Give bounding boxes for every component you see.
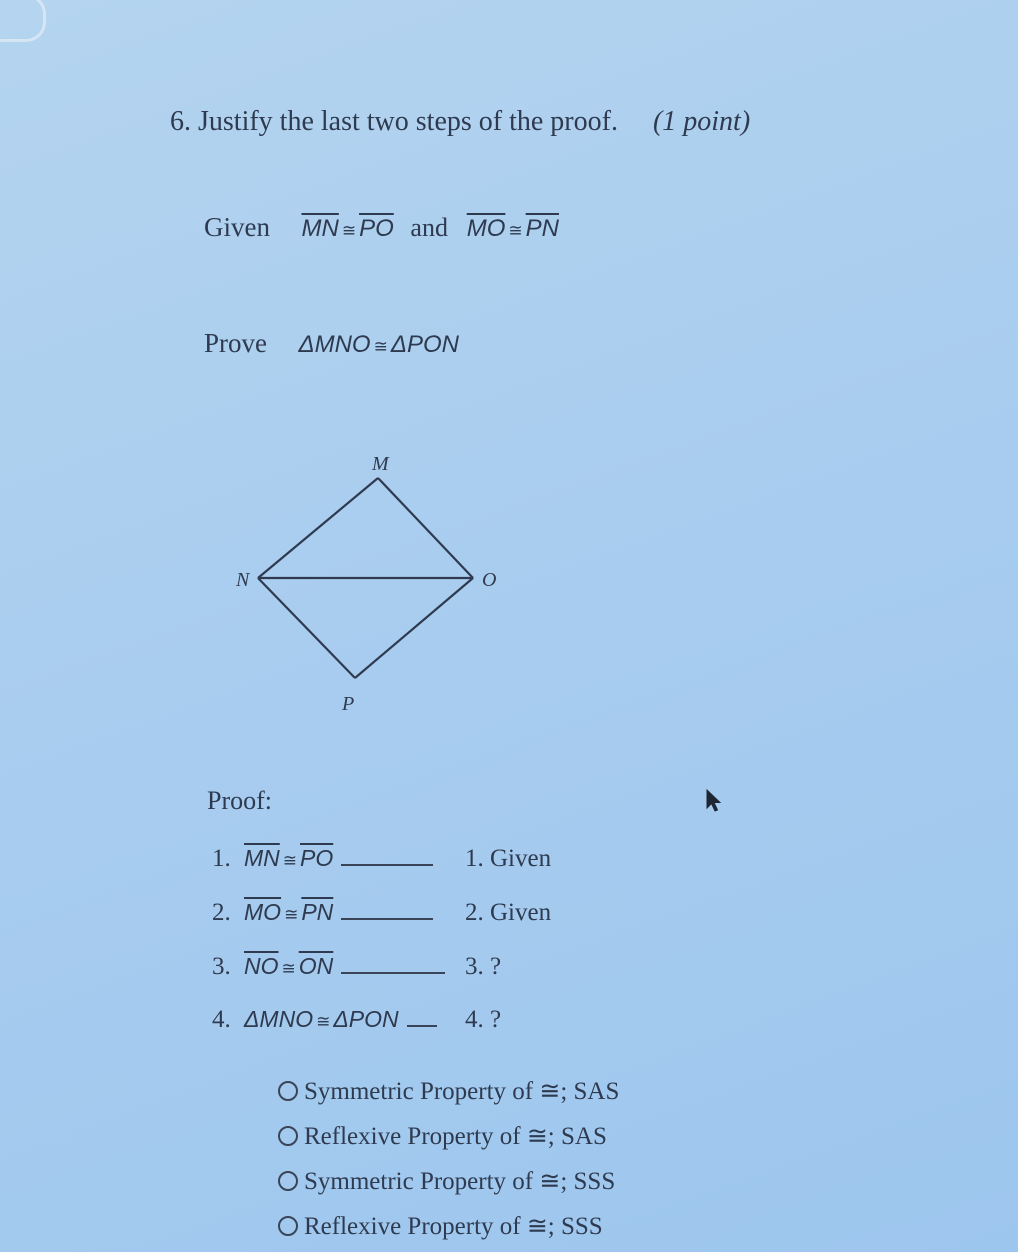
answer-blank <box>341 863 433 866</box>
radio-button[interactable] <box>278 1216 298 1236</box>
congruent-symbol: ≅ <box>282 851 298 871</box>
step-segment-a: $\overline{NO}$ <box>244 953 279 979</box>
mouse-pointer-icon <box>704 788 724 814</box>
step-segment-b: $\overline{ON}$ <box>298 953 334 979</box>
answer-blank <box>407 1024 437 1027</box>
given-statement <box>204 212 559 243</box>
answer-option-2[interactable] <box>278 1113 619 1158</box>
quadrilateral-diagram <box>220 440 520 730</box>
corner-bubble-decoration <box>0 0 46 42</box>
radio-button[interactable] <box>278 1081 298 1101</box>
segment-mo <box>378 478 473 578</box>
answer-blank <box>341 917 433 920</box>
given-segment-po: $\overline{PO}$ <box>359 215 394 242</box>
segment-op <box>355 578 473 678</box>
radio-button[interactable] <box>278 1171 298 1191</box>
answer-option-label: Reflexive Property of ≅; SAS <box>304 1122 607 1150</box>
question-number: 6. <box>170 106 191 137</box>
step-segment-b: $\overline{PO}$ <box>300 845 334 871</box>
question-points: (1 point) <box>652 106 751 137</box>
answer-option-1[interactable] <box>278 1068 619 1113</box>
vertex-label-m: M <box>372 453 389 475</box>
prove-label: Prove <box>204 328 267 358</box>
vertex-label-o: O <box>482 569 497 591</box>
vertex-label-p: P <box>342 693 355 715</box>
question-text: Justify the last two steps of the proof. <box>198 106 618 137</box>
given-label: Given <box>204 212 270 242</box>
answer-option-label: Symmetric Property of ≅; SSS <box>304 1167 616 1195</box>
answer-choices <box>278 1068 619 1248</box>
congruent-symbol: ≅ <box>341 221 357 241</box>
proof-step-2 <box>212 899 433 927</box>
step-segment-a: $\overline{MN}$ <box>244 845 280 871</box>
question-title <box>170 106 750 138</box>
given-and: and <box>410 213 448 242</box>
given-segment-pn: $\overline{PN}$ <box>525 215 559 242</box>
proof-reason-3: 3. ? <box>465 953 502 980</box>
step-number: 2. <box>212 899 231 926</box>
congruent-symbol: ≅ <box>284 905 299 925</box>
answer-blank <box>341 971 445 974</box>
proof-step-4 <box>212 1006 437 1034</box>
step-number: 4. <box>212 1006 231 1033</box>
step-segment-a: $\overline{MO}$ <box>244 899 282 925</box>
answer-option-4[interactable] <box>278 1203 619 1248</box>
step-segment-b: $\overline{PN}$ <box>301 899 334 925</box>
proof-step-1 <box>212 845 433 873</box>
given-segment-mo: $\overline{MO}$ <box>466 215 506 242</box>
congruent-symbol: ≅ <box>316 1012 331 1032</box>
radio-button[interactable] <box>278 1126 298 1146</box>
congruent-symbol: ≅ <box>508 221 523 241</box>
prove-triangle-pon: ΔPON <box>390 331 459 358</box>
vertex-label-n: N <box>236 569 250 591</box>
proof-step-3 <box>212 953 445 981</box>
proof-reason-1: 1. Given <box>465 845 552 872</box>
segment-mn <box>258 478 378 578</box>
step-number: 3. <box>212 953 231 980</box>
prove-statement <box>204 328 459 359</box>
answer-option-3[interactable] <box>278 1158 619 1203</box>
answer-option-label: Symmetric Property of ≅; SAS <box>304 1077 620 1105</box>
congruent-symbol: ≅ <box>281 959 296 979</box>
answer-option-label: Reflexive Property of ≅; SSS <box>304 1212 603 1240</box>
proof-reason-2: 2. Given <box>465 899 552 926</box>
congruent-symbol: ≅ <box>373 337 388 357</box>
step-triangle-a: ΔMNO <box>244 1006 314 1032</box>
prove-triangle-mno: ΔMNO <box>298 331 371 358</box>
proof-reason-4: 4. ? <box>465 1006 502 1033</box>
step-number: 1. <box>212 845 231 872</box>
segment-np <box>258 578 355 678</box>
given-segment-mn: $\overline{MN}$ <box>301 215 339 242</box>
step-triangle-b: ΔPON <box>333 1006 399 1032</box>
proof-label: Proof: <box>207 786 272 815</box>
